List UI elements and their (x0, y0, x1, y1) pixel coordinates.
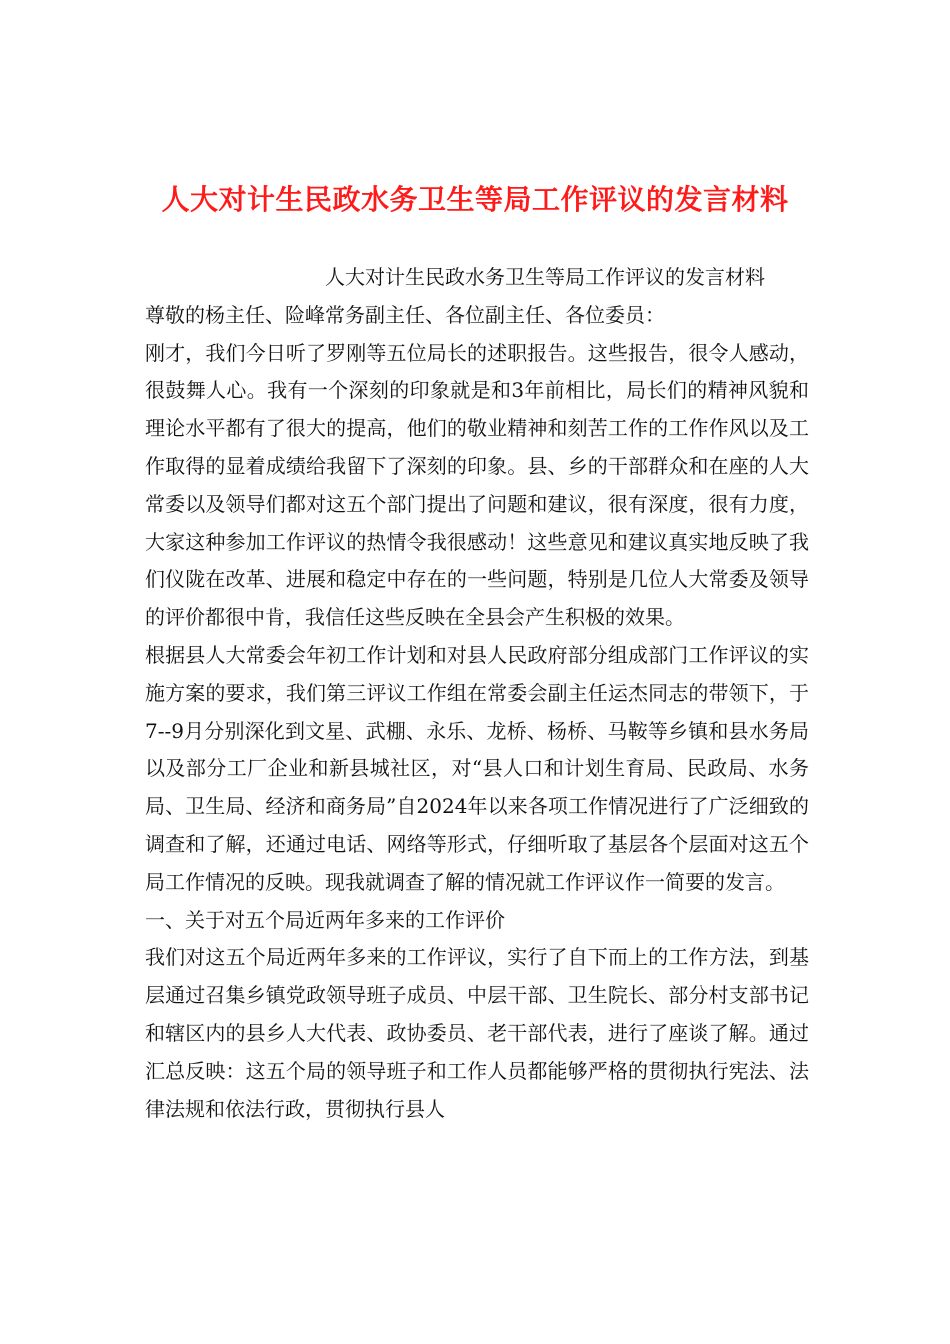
section-heading: 一、关于对五个局近两年多来的工作评价 (145, 907, 505, 932)
document-subtitle: 人大对计生民政水务卫生等局工作评议的发言材料 (325, 265, 765, 289)
document-body (145, 259, 809, 1128)
body-paragraph-1: 刚才，我们今日听了罗刚等五位局长的述职报告。这些报告，很令人感动，很鼓舞人心。我有一个深刻的印象就是和3年前相比，局长们的精神风貌和理论水平都有了很大的提高，他们的敬业精神和刻苦工作的工作作风以及工作取得的显着成绩给我留下了深刻的印象。县、乡的干部群众和在座的人大常委以及领导们都对这五个部门提出了问题和建议，很有深度，很有力度，大家这种参加工作评议的热情令我很感动！这些意见和建议真实地反映了我们仪陇在改革、进展和稳定中存在的一些问题，特别是几位人大常委及领导的评价都很中肯，我信任这些反映在全县会产生积极的效果。 (145, 340, 809, 630)
document-title: 人大对计生民政水务卫生等局工作评议的发言材料 (161, 183, 789, 216)
body-paragraph-2: 根据县人大常委会年初工作计划和对县人民政府部分组成部门工作评议的实施方案的要求，我们第三评议工作组在常委会副主任运杰同志的带领下，于7--9月分别深化到文星、武棚、永乐、龙桥、杨桥、马鞍等乡镇和县水务局以及部分工厂企业和新县城社区，对“县人口和计划生育局、民政局、水务局、卫生局、经济和商务局”自2024年以来各项工作情况进行了广泛细致的调查和了解，还通过电话、网络等形式，仔细听取了基层各个层面对这五个局工作情况的反映。现我就调查了解的情况就工作评议作一简要的发言。 (145, 642, 809, 894)
section-paragraph: 我们对这五个局近两年多来的工作评议，实行了自下而上的工作方法，到基层通过召集乡镇党政领导班子成员、中层干部、卫生院长、部分村支部书记和辖区内的县乡人大代表、政协委员、老干部代表，进行了座谈了解。通过汇总反映：这五个局的领导班子和工作人员都能够严格的贯彻执行宪法、法律法规和依法行政，贯彻执行县人 (145, 945, 809, 1121)
greeting-line: 尊敬的杨主任、险峰常务副主任、各位副主任、各位委员： (145, 302, 665, 327)
